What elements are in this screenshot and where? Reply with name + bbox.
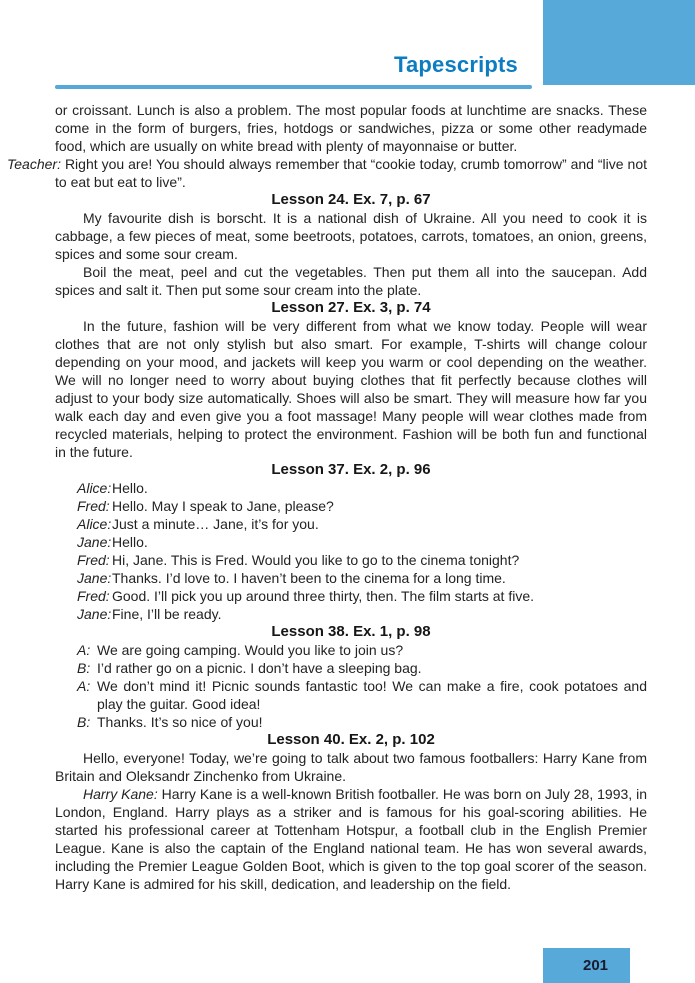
lesson40-paragraph-2	[55, 785, 647, 893]
dialogue-line	[77, 515, 647, 533]
speaker-label: Jane:	[77, 534, 112, 550]
lesson40-heading: Lesson 40. Ex. 2, p. 102	[267, 731, 435, 748]
dialogue-line	[77, 641, 647, 659]
dialogue-line	[77, 551, 647, 569]
speaker-label: A:	[77, 678, 91, 694]
dialogue-line	[77, 677, 647, 713]
speech-continuation: or croissant. Lunch is also a problem. The most popular foods at lunchtime are snacks. These come in the form of burgers, fries, hotdogs or sandwiches, pizza or some other readymade food, which are usually on white bread with plenty of mayonnaise or butter.	[55, 102, 647, 154]
dialogue-line	[77, 497, 647, 515]
speech-text: Hello. May I speak to Jane, please?	[112, 498, 334, 514]
speech-text: Just a minute… Jane, it’s for you.	[112, 516, 319, 532]
dialogue-line	[77, 587, 647, 605]
dialogue-line	[77, 659, 647, 677]
speaker-label: Alice:	[77, 480, 112, 496]
speaker-label: Fred:	[77, 498, 110, 514]
page-number-box	[543, 948, 630, 983]
speaker-label: B:	[77, 660, 91, 676]
speaker-label: Teacher:	[7, 156, 61, 172]
speaker-label: A:	[77, 642, 91, 658]
lesson40-paragraph-1: Hello, everyone! Today, we’re going to talk about two famous footballers: Harry Kane from Britain and Oleksandr Zinchenko from Ukraine.	[55, 750, 647, 784]
speech-text: Right you are! You should always remember that “cookie today, crumb tomorrow” and “live not to eat but eat to live”.	[55, 156, 647, 190]
dialogue-line	[77, 533, 647, 551]
speaker-label: B:	[77, 714, 91, 730]
speaker-label: Harry Kane:	[83, 786, 158, 802]
speaker-label: Jane:	[77, 606, 112, 622]
speech-text: Fine, I’ll be ready.	[112, 606, 222, 622]
page-number: 201	[582, 957, 609, 974]
teacher-speech	[7, 155, 647, 191]
dialogue-line	[77, 479, 647, 497]
speaker-label: Fred:	[77, 588, 110, 604]
lesson24-paragraph-1: My favourite dish is borscht. It is a national dish of Ukraine. All you need to cook it is cabbage, a few pieces of meat, some beetroots, potatoes, carrots, tomatoes, an onion, greens, spices and some sour cream.	[55, 210, 647, 262]
lesson27-paragraph-1: In the future, fashion will be very different from what we know today. People will wear clothes that are not only stylish but also smart. For example, T-shirts will change colour depending on your mood, and jackets will keep you warm or cool depending on the weather. We will no longer need to worry about buying clothes that fit perfectly because clothes will adjust to your body size automatically. Shoes will also be smart. They will measure how far you walk each day and even give you a foot massage! Many people will wear clothes made from recycled materials, helping to protect the environment. Fashion will be both fun and functional in the future.	[55, 318, 647, 460]
speaker-label: Jane:	[77, 570, 112, 586]
header-corner-band	[543, 0, 695, 85]
dialogue-line	[77, 605, 647, 623]
lesson38-heading: Lesson 38. Ex. 1, p. 98	[271, 623, 431, 640]
lesson24-paragraph-2: Boil the meat, peel and cut the vegetables. Then put them all into the saucepan. Add spices and salt it. Then put some sour cream into the plate.	[55, 264, 647, 298]
lesson27-heading: Lesson 27. Ex. 3, p. 74	[271, 299, 431, 316]
speech-text: Thanks. I’d love to. I haven’t been to the cinema for a long time.	[112, 570, 506, 586]
speech-text: Hello.	[112, 534, 148, 550]
lesson24-heading: Lesson 24. Ex. 7, p. 67	[271, 191, 431, 208]
title-underline-rule	[55, 85, 532, 89]
dialogue-line	[77, 713, 647, 731]
speaker-label: Fred:	[77, 552, 110, 568]
speech-text: We don’t mind it! Picnic sounds fantastic too! We can make a fire, cook potatoes and play the guitar. Good idea!	[97, 678, 647, 712]
speech-text: Good. I’ll pick you up around three thirty, then. The film starts at five.	[112, 588, 535, 604]
speech-text: Harry Kane is a well-known British footballer. He was born on July 28, 1993, in London, England. Harry plays as a striker and is famous for his goal-scoring abilities. He started his professional career at Tottenham Hotspur, a football club in the English Premier League. Kane is also the captain of the England national team. He has won several awards, including the Premier League Golden Boot, which is given to the top goal scorer of the season. Harry Kane is admired for his skill, dedication, and leadership on the field.	[55, 786, 647, 892]
speech-text: Hi, Jane. This is Fred. Would you like to go to the cinema tonight?	[112, 552, 520, 568]
page-title: Tapescripts	[393, 52, 518, 77]
speech-text: Thanks. It’s so nice of you!	[97, 714, 263, 730]
speech-text: We are going camping. Would you like to join us?	[97, 642, 404, 658]
speech-text: I’d rather go on a picnic. I don’t have a sleeping bag.	[97, 660, 422, 676]
dialogue-line	[77, 569, 647, 587]
page-content	[7, 101, 647, 893]
speaker-label: Alice:	[77, 516, 112, 532]
speech-text: Hello.	[112, 480, 148, 496]
lesson37-heading: Lesson 37. Ex. 2, p. 96	[271, 461, 431, 478]
